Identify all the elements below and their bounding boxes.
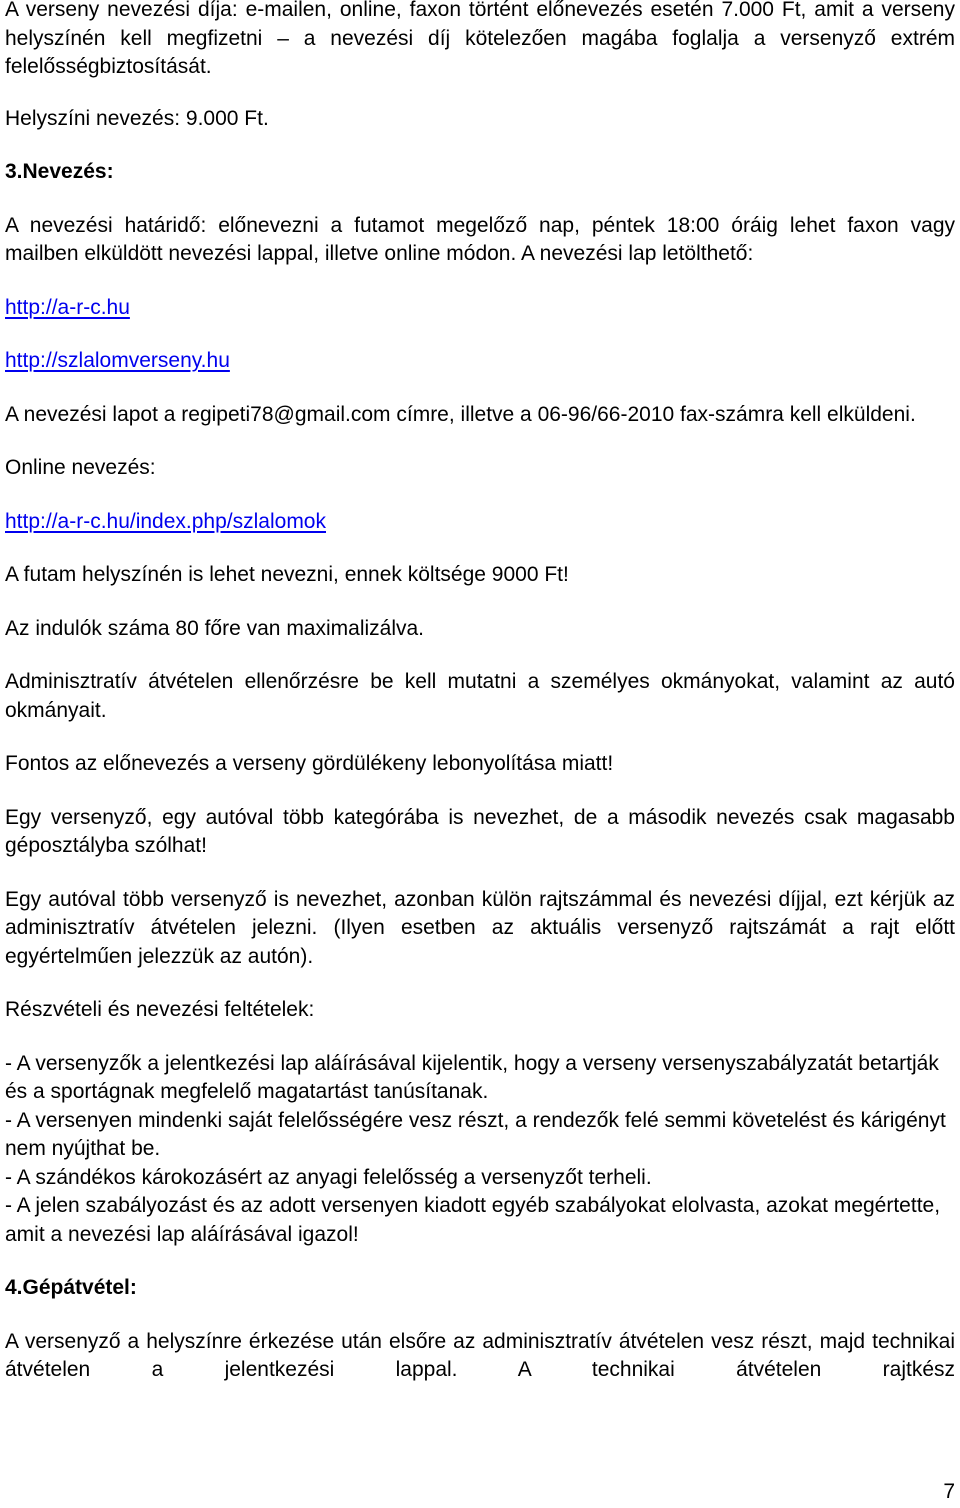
condition-item: - A versenyzők a jelentkezési lap aláírásával kijelentik, hogy a verseny versenyszabályzatát betartják és a sportágnak megfelelő magatartást tanúsítanak.	[5, 1051, 939, 1103]
onsite-fee-text: Helyszíni nevezés: 9.000 Ft.	[5, 106, 269, 130]
condition-item: - A versenyen mindenki saját felelősségére vesz részt, a rendezők felé semmi követelést és kárigényt nem nyújthat be.	[5, 1108, 946, 1160]
condition-item: - A jelen szabályozást és az adott versenyen kiadott egyéb szabályokat elolvasta, azokat megértette, amit a nevezési lap aláírásával igazol!	[5, 1194, 941, 1246]
onsite-entry-paragraph: A futam helyszínén is lehet nevezni, ennek költsége 9000 Ft!	[5, 563, 569, 586]
link-line-online	[5, 508, 955, 537]
section-4-heading: 4.Gépátvétel:	[5, 1276, 137, 1299]
szlalomverseny-link[interactable]: http://szlalomverseny.hu	[5, 349, 230, 372]
link-line-szlalomverseny	[5, 347, 955, 376]
document-page	[5, 0, 955, 1385]
max-participants-paragraph: Az indulók száma 80 főre van maximalizálva.	[5, 616, 425, 640]
condition-item: - A szándékos károkozásért az anyagi felelősség a versenyzőt terheli.	[5, 1165, 652, 1189]
online-entry-label: Online nevezés:	[5, 456, 156, 479]
arc-link[interactable]: http://a-r-c.hu	[5, 295, 130, 319]
inspection-paragraph: A versenyző a helyszínre érkezése után elsőre az adminisztratív átvételen vesz részt, majd technikai átvételen a jelentkezési lappal. A technikai átvételen rajtkész	[5, 1329, 955, 1381]
section-3-heading: 3.Nevezés:	[5, 160, 114, 183]
admin-check-paragraph: Adminisztratív átvételen ellenőrzésre be kell mutatni a személyes okmányokat, valamint az autó okmányait.	[5, 670, 955, 722]
deadline-paragraph: A nevezési határidő: előnevezni a futamot megelőző nap, péntek 18:00 óráig lehet faxon vagy mailben elküldött nevezési lappal, illetve online módon. A nevezési lap letölthető:	[5, 213, 955, 265]
page-number: 7	[943, 1480, 955, 1503]
entry-fee-paragraph: A verseny nevezési díja: e-mailen, online, faxon történt előnevezés esetén 7.000 Ft, amit a verseny helyszínén kell megfizetni – a nevezési díj kötelezően magába foglalja a versenyző extrém felelősségbiztosítását.	[5, 0, 955, 78]
one-car-paragraph: Egy autóval több versenyző is nevezhet, azonban külön rajtszámmal és nevezési díjjal, ezt kérjük az adminisztratív átvételen jelezni. (Ilyen esetben az aktuális versenyző rajtszámát a rajt előtt egyértelműen jelezzük az autón).	[5, 887, 955, 968]
online-entry-link[interactable]: http://a-r-c.hu/index.php/szlalomok	[5, 509, 326, 533]
conditions-list	[5, 1050, 955, 1250]
send-form-paragraph: A nevezési lapot a regipeti78@gmail.com címre, illetve a 06-96/66-2010 fax-számra kell elküldeni.	[5, 402, 916, 426]
one-driver-paragraph: Egy versenyző, egy autóval több kategórába is nevezhet, de a második nevezés csak magasabb géposztályba szólhat!	[5, 805, 955, 857]
important-paragraph: Fontos az előnevezés a verseny gördülékeny lebonyolítása miatt!	[5, 752, 614, 775]
link-line-arc	[5, 294, 955, 323]
conditions-heading: Részvételi és nevezési feltételek:	[5, 998, 315, 1021]
